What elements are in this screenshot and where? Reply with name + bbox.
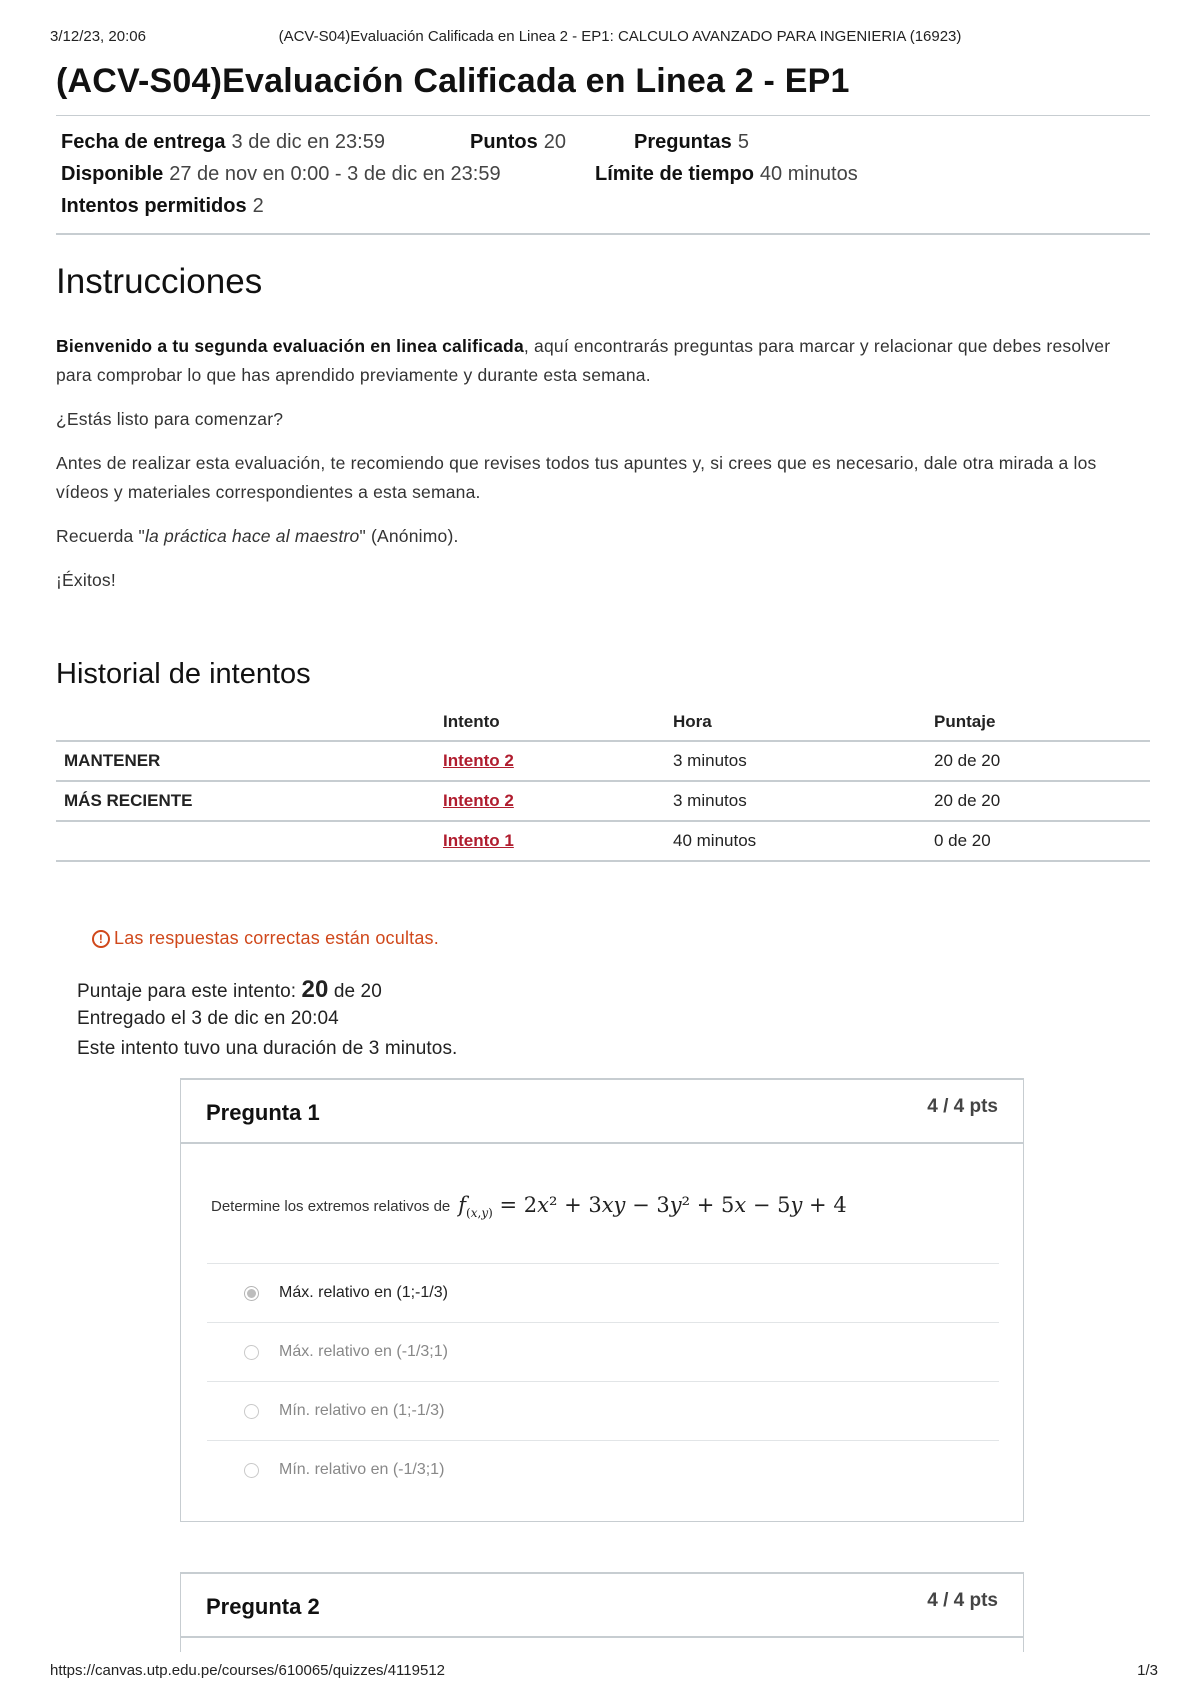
attempt-link[interactable]: Intento 2 xyxy=(443,751,514,770)
history-row-time: 3 minutos xyxy=(673,741,934,781)
print-page-title: (ACV-S04)Evaluación Calificada en Linea 2 - EP1: CALCULO AVANZADO PARA INGENIERIA (16923) xyxy=(278,28,962,45)
print-url: https://canvas.utp.edu.pe/courses/610065/quizzes/4119512 xyxy=(50,1662,446,1679)
instructions-paragraph-2: ¿Estás listo para comenzar? xyxy=(56,409,284,429)
welcome-rest: , aquí encontrarás preguntas para marcar y relacionar que debes resolver para comprobar lo que has aprendido previamente y durante esta semana. xyxy=(56,336,1111,385)
print-datetime: 3/12/23, 20:06 xyxy=(50,28,146,45)
question-title: Pregunta 1 xyxy=(206,1100,320,1125)
warning-text: Las respuestas correctas están ocultas. xyxy=(114,928,439,948)
radio-selected-icon xyxy=(244,1286,259,1301)
answer-option[interactable] xyxy=(207,1440,999,1499)
warning-icon: ! xyxy=(92,930,110,948)
history-row xyxy=(56,741,1150,781)
score-total: de 20 xyxy=(333,981,382,1002)
meta-questions-label: Preguntas xyxy=(634,131,732,153)
history-row-time: 3 minutos xyxy=(673,781,934,821)
meta-questions-value: 5 xyxy=(737,131,749,153)
history-row-tag xyxy=(56,821,443,861)
duration-info: Este intento tuvo una duración de 3 minutos. xyxy=(77,1038,458,1059)
instructions-heading: Instrucciones xyxy=(56,262,263,301)
history-row-score: 0 de 20 xyxy=(934,821,1150,861)
history-row xyxy=(56,781,1150,821)
score-value: 20 xyxy=(301,976,329,1003)
history-col-score: Puntaje xyxy=(934,704,1150,741)
history-row-tag: MANTENER xyxy=(56,741,443,781)
attempt-link[interactable]: Intento 2 xyxy=(443,791,514,810)
submitted-info: Entregado el 3 de dic en 20:04 xyxy=(77,1008,339,1029)
meta-points-value: 20 xyxy=(543,131,567,153)
answer-label: Mín. relativo en (1;-1/3) xyxy=(279,1402,445,1419)
answer-option[interactable] xyxy=(207,1381,999,1440)
meta-attempts-label: Intentos permitidos xyxy=(61,195,247,217)
meta-available-label: Disponible xyxy=(61,163,164,185)
question-points: 4 / 4 pts xyxy=(927,1096,998,1117)
history-row-tag: MÁS RECIENTE xyxy=(56,781,443,821)
history-col-tag xyxy=(56,704,443,741)
history-col-time: Hora xyxy=(673,704,934,741)
meta-time-limit-label: Límite de tiempo xyxy=(595,163,754,185)
answer-label: Máx. relativo en (1;-1/3) xyxy=(279,1284,448,1301)
answer-label: Mín. relativo en (-1/3;1) xyxy=(279,1461,445,1478)
history-row xyxy=(56,821,1150,861)
hidden-answers-warning xyxy=(92,928,439,949)
instructions-paragraph-1 xyxy=(56,332,1146,390)
question-card xyxy=(180,1078,1024,1522)
quote-prefix: Recuerda " xyxy=(56,526,145,546)
answer-list xyxy=(207,1263,999,1499)
answer-label: Máx. relativo en (-1/3;1) xyxy=(279,1343,448,1360)
radio-icon xyxy=(244,1404,259,1419)
meta-questions xyxy=(634,131,749,154)
instructions-paragraph-5: ¡Éxitos! xyxy=(56,570,116,590)
print-page-number: 1/3 xyxy=(1137,1662,1158,1679)
meta-attempts-value: 2 xyxy=(252,195,264,217)
answer-option[interactable] xyxy=(207,1322,999,1381)
meta-attempts xyxy=(61,195,264,218)
title-divider xyxy=(56,115,1150,116)
meta-time-limit-value: 40 minutos xyxy=(759,163,858,185)
history-row-score: 20 de 20 xyxy=(934,781,1150,821)
meta-due-value: 3 de dic en 23:59 xyxy=(231,131,385,153)
radio-icon xyxy=(244,1345,259,1360)
meta-due-label: Fecha de entrega xyxy=(61,131,226,153)
answer-option[interactable] xyxy=(207,1263,999,1322)
history-header-row xyxy=(56,704,1150,741)
question-header xyxy=(181,1574,1023,1638)
radio-icon xyxy=(244,1463,259,1478)
welcome-bold: Bienvenido a tu segunda evaluación en linea calificada xyxy=(56,336,524,356)
question-points: 4 / 4 pts xyxy=(927,1590,998,1611)
attempt-score xyxy=(77,976,382,1004)
instructions-paragraph-4 xyxy=(56,522,1146,551)
history-col-attempt: Intento xyxy=(443,704,673,741)
attempt-history-table xyxy=(56,704,1150,862)
history-heading: Historial de intentos xyxy=(56,658,311,690)
quote-text: la práctica hace al maestro xyxy=(144,526,360,546)
meta-divider xyxy=(56,233,1150,235)
page-title: (ACV-S04)Evaluación Calificada en Linea 2 - EP1 xyxy=(56,62,850,100)
quote-suffix: " (Anónimo). xyxy=(359,526,459,546)
question-card xyxy=(180,1572,1024,1652)
question-text xyxy=(211,1193,847,1220)
meta-time-limit xyxy=(595,163,858,186)
question-title: Pregunta 2 xyxy=(206,1594,320,1619)
meta-points-label: Puntos xyxy=(470,131,538,153)
history-row-score: 20 de 20 xyxy=(934,741,1150,781)
history-row-time: 40 minutos xyxy=(673,821,934,861)
question-formula: $f_{(x,y)} = 2x^2 + 3xy - 3y^2 + 5x - 5y + 4$ xyxy=(458,1193,847,1221)
meta-points xyxy=(470,131,566,154)
meta-available-value: 27 de nov en 0:00 - 3 de dic en 23:59 xyxy=(169,163,501,185)
question-prompt: Determine los extremos relativos de xyxy=(211,1198,451,1216)
meta-due xyxy=(61,131,385,154)
score-label: Puntaje para este intento: xyxy=(77,981,297,1002)
meta-available xyxy=(61,163,501,186)
question-header xyxy=(181,1080,1023,1144)
attempt-link[interactable]: Intento 1 xyxy=(443,831,514,850)
instructions-paragraph-3: Antes de realizar esta evaluación, te recomiendo que revises todos tus apuntes y, si crees que es necesario, dale otra mirada a los vídeos y materiales correspondientes a esta semana. xyxy=(56,453,1097,502)
